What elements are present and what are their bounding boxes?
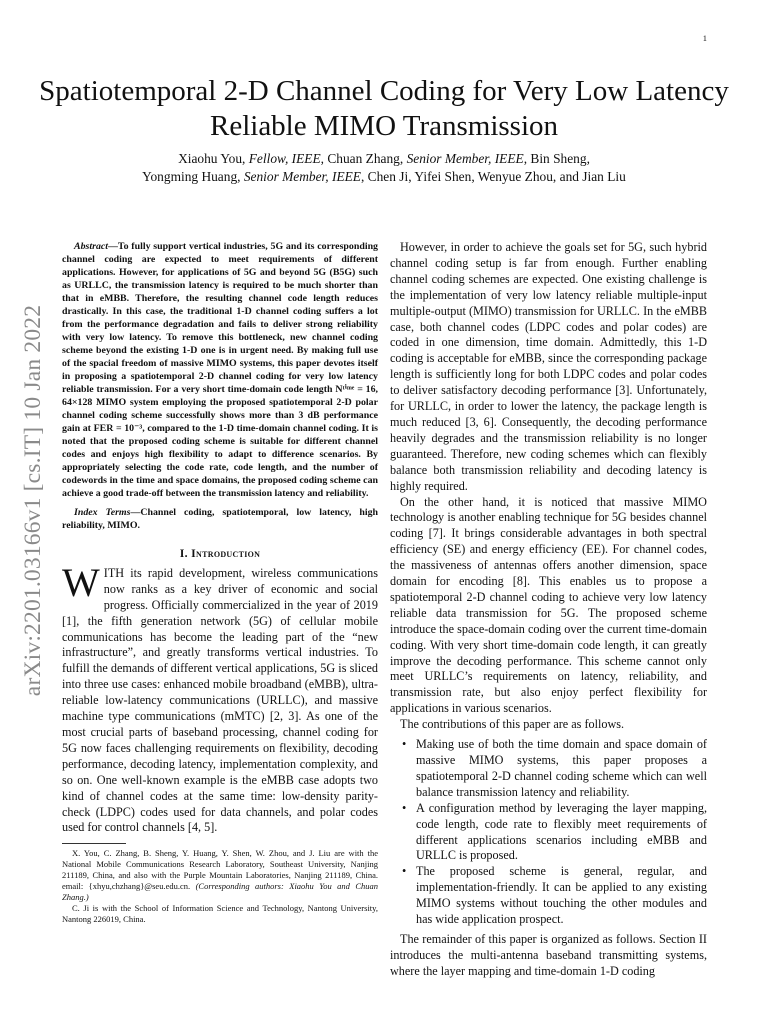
drop-cap: W: [62, 559, 100, 605]
contributions-list: [390, 737, 707, 928]
index-terms-lead: Index Terms: [74, 507, 131, 518]
author-list: [0, 150, 768, 186]
footnotes: [62, 848, 378, 925]
intro-text: ITH its rapid development, wireless communications now ranks as a key driver of economic and social progress. Officially commercialized in the year of 2019 [1], the fifth generation network (5G) of cellular mobile communications has become the leading part of the “new infrastructure”, and greatly transforms vertical industries. To fulfill the demands of different vertical applications, 5G is sliced into three use cases: enhanced mobile broadband (eMBB), ultra-reliable low-latency communications (URLLC), and massive machine type communications (mMTC) [2, 3]. As one of the most crucial parts of baseband processing, channel coding for 5G now faces challenging requirements on flexibility, decoding performance, decoding latency, implementation complexity, and so on. One well-known example is the eMBB case adopts two kind of channel codes at the same time: low-density parity-check (LDPC) codes used for data channels, and polar codes used for control channels [4, 5].: [62, 565, 378, 835]
contribution-item: [390, 864, 707, 928]
left-column: [62, 240, 378, 925]
author-role: Senior Member, IEEE: [406, 151, 524, 166]
body-paragraph: However, in order to achieve the goals set for 5G, such hybrid channel coding setup is far from enough. Further enabling channel coding schemes are expected. One existing challenge is the implementation of very low latency reliable multiple-input multiple-output (MIMO) transmission for URLLC. In the eMBB case, both channel codes (LDPC codes and polar codes) are coded in one dimension, time domain. Admittedly, this 1-D coding is acceptable for eMBB, since the corresponding package length is sufficiently long for both LDPC codes and polar codes to deliver satisfactory decoding performance [3]. Unfortunately, for URLLC, in order to lower the latency, the package length is much reduced [3, 6]. Consequently, the decoding performance heavily degrades and the transmission reliability is no longer guaranteed. Therefore, new coding schemes which can flexibly balance both transmission reliability and decoding latency is highly required.: [390, 240, 707, 493]
index-terms: [62, 506, 378, 532]
intro-paragraph: [62, 559, 378, 836]
author-line-2: [0, 168, 768, 186]
bullet-icon: •: [402, 864, 407, 879]
author-text: Yongming Huang,: [142, 169, 244, 184]
corresponding-authors: (Corresponding authors: Xiaohu You and Chuan Zhang.): [62, 881, 378, 903]
author-line-1: [0, 150, 768, 168]
author-text: Xiaohu You,: [178, 151, 249, 166]
body-paragraph: The contributions of this paper are as follows.: [400, 717, 625, 732]
section-heading-introduction: I. Introduction: [179, 546, 261, 560]
author-role: Fellow, IEEE: [248, 151, 321, 166]
author-role: Senior Member, IEEE: [243, 169, 361, 184]
bullet-icon: •: [402, 737, 407, 752]
body-paragraph: The remainder of this paper is organized as follows. Section II introduces the multi-antenna baseband transmitting systems, where the layer mapping and time-domain 1-D coding: [390, 931, 707, 978]
contribution-item: [390, 801, 707, 865]
arxiv-watermark: [20, 288, 48, 712]
right-column: [390, 240, 707, 980]
contribution-item: [390, 737, 707, 801]
contribution-text: The proposed scheme is general, regular, and implementation-friendly. It can be applied to any existing MIMO systems without touching the other modules and has wide application prospect.: [416, 864, 707, 927]
abstract: [62, 240, 378, 500]
footnote-divider: [62, 843, 126, 844]
arxiv-identifier: arXiv:2201.03166v1 [cs.IT] 10 Jan 2022: [20, 304, 47, 696]
page-number: 1: [702, 33, 707, 43]
body-paragraph: On the other hand, it is noticed that massive MIMO technology is another enabling technique for 5G besides channel coding [7]. It brings considerable advantages in both spectral efficiency (SE) and energy efficiency (EE). For channel codes, the massiveness of antennas offers another dimension, space domain for encoding [8]. This enables us to propose a spatiotemporal 2-D channel coding to achieve very low latency reliable data transmission for 5G. The proposed scheme introduce the space-domain coding over the current time-domain coding. With very short time-domain code length, it can greatly improve the decoding performance. This scheme cannot only meet URLLC’s requirements on latency, reliability, and transmission rate, but also enjoy perfect flexibility for applications in various scenarios.: [390, 494, 707, 716]
abstract-text: —To fully support vertical industries, 5G and its corresponding channel coding are expected to meet requirements of different applications. However, for applications of 5G and beyond 5G (B5G) such as URLLC, the transmission latency is required to be much shorter than that in eMBB. Therefore, the resulting channel code length reduces drastically. In this case, the traditional 1-D channel coding suffers a lot from the performance degradation and fails to deliver strong reliability with very low latency. To remove this bottleneck, new channel coding scheme beyond the existing 1-D one is in urgent need. By making full use of the spacial freedom of massive MIMO systems, this paper devotes itself in proposing a spatiotemporal 2-D channel coding for very low latency reliable transmission. For a very short time-domain code length Nᵗⁱᵐᵉ = 16, 64×128 MIMO system employing the proposed spatiotemporal 2-D polar channel coding scheme successfully shows more than 3 dB performance gain at FER = 10⁻³, compared to the 1-D time-domain channel coding. It is noted that the proposed coding scheme is suitable for different channel codes and enjoys high flexibility to adapt to difference scenarios. By appropriately selecting the code rate, code length, and the number of codewords in the time and space domains, the proposed coding scheme can achieve a good trade-off between the transmission latency and reliability.: [62, 241, 378, 499]
footnote-text: X. You, C. Zhang, B. Sheng, Y. Huang, Y. Shen, W. Zhou, and J. Liu are with the National Mobile Communications Research Laboratory, Southeast University, Nanjing 211189, China, and also with the Purple Mountain Laboratories, Nanjing 211189, China. email: {xhyu,chzhang}@seu.edu.cn.: [62, 848, 378, 892]
paper-title: Spatiotemporal 2-D Channel Coding for Very Low Latency Reliable MIMO Transmission: [39, 75, 729, 142]
bullet-icon: •: [402, 800, 407, 815]
contribution-text: Making use of both the time domain and space domain of massive MIMO systems, this paper proposes a spatiotemporal 2-D channel coding scheme which can well balance transmission latency and reliability.: [416, 737, 707, 799]
abstract-lead: Abstract: [74, 241, 109, 252]
contribution-text: A configuration method by leveraging the layer mapping, code length, code rate to flexibly meet requirements of different applications scenarios including eMBB and URLLC is proposed.: [416, 800, 707, 863]
author-text: , Chen Ji, Yifei Shen, Wenyue Zhou, and Jian Liu: [360, 169, 626, 184]
footnote-affiliation-2: C. Ji is with the School of Information Science and Technology, Nantong University, Nantong 226019, China.: [62, 903, 378, 925]
author-text: , Bin Sheng,: [523, 151, 590, 166]
index-terms-text: —Channel coding, spatiotemporal, low latency, high reliability, MIMO.: [62, 507, 379, 531]
footnote-affiliation: [62, 848, 378, 903]
author-text: , Chuan Zhang,: [320, 151, 407, 166]
